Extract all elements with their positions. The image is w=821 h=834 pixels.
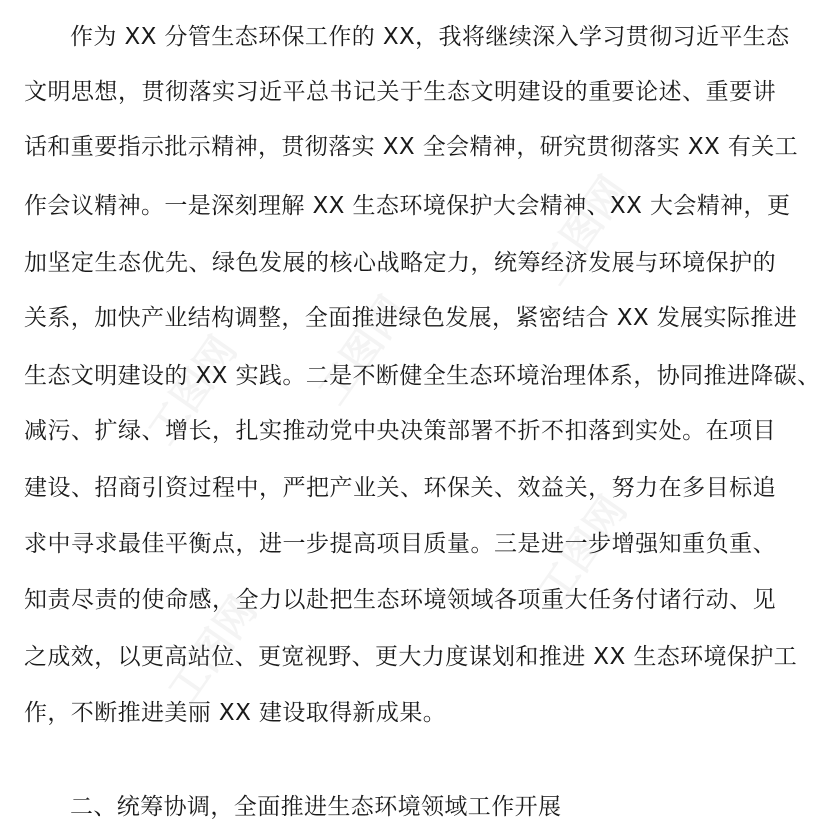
paragraph-line: 建设、招商引资过程中，严把产业关、环保关、效益关，努力在多目标追 bbox=[24, 475, 776, 501]
paragraph-line: 求中寻求最佳平衡点，进一步提高项目质量。三是进一步增强知重负重、 bbox=[24, 531, 776, 557]
paragraph-line: 减污、扩绿、增长，扎实推动党中央决策部署不折不扣落到实处。在项目 bbox=[24, 418, 776, 444]
paragraph-line: 知责尽责的使命感，全力以赴把生态环境领域各项重大任务付诸行动、见 bbox=[24, 587, 776, 613]
paragraph-line: 文明思想，贯彻落实习近平总书记关于生态文明建设的重要论述、重要讲 bbox=[24, 79, 776, 105]
watermark: 工图网 bbox=[529, 168, 637, 293]
paragraph-line: 生态文明建设的 XX 实践。二是不断健全生态环境治理体系，协同推进降碳、 bbox=[24, 363, 821, 389]
watermark: 工图网 bbox=[309, 288, 417, 413]
watermark: 工图网 bbox=[159, 588, 267, 713]
section-heading: 二、统筹协调，全面推进生态环境领域工作开展 bbox=[70, 794, 562, 820]
watermark: 工图网 bbox=[529, 488, 637, 613]
paragraph-line: 加坚定生态优先、绿色发展的核心战略定力，统筹经济发展与环境保护的 bbox=[24, 250, 776, 276]
paragraph-line: 作会议精神。一是深刻理解 XX 生态环境保护大会精神、XX 大会精神，更 bbox=[24, 193, 791, 219]
paragraph-line: 作，不断推进美丽 XX 建设取得新成果。 bbox=[24, 700, 447, 726]
watermark: 工图网 bbox=[139, 328, 247, 453]
paragraph-line: 之成效，以更高站位、更宽视野、更大力度谋划和推进 XX 生态环境保护工 bbox=[24, 644, 798, 670]
paragraph-line: 关系，加快产业结构调整，全面推进绿色发展，紧密结合 XX 发展实际推进 bbox=[24, 305, 798, 331]
paragraph-line: 话和重要指示批示精神，贯彻落实 XX 全会精神，研究贯彻落实 XX 有关工 bbox=[24, 134, 799, 160]
paragraph-line: 作为 XX 分管生态环保工作的 XX，我将继续深入学习贯彻习近平生态 bbox=[70, 24, 790, 50]
